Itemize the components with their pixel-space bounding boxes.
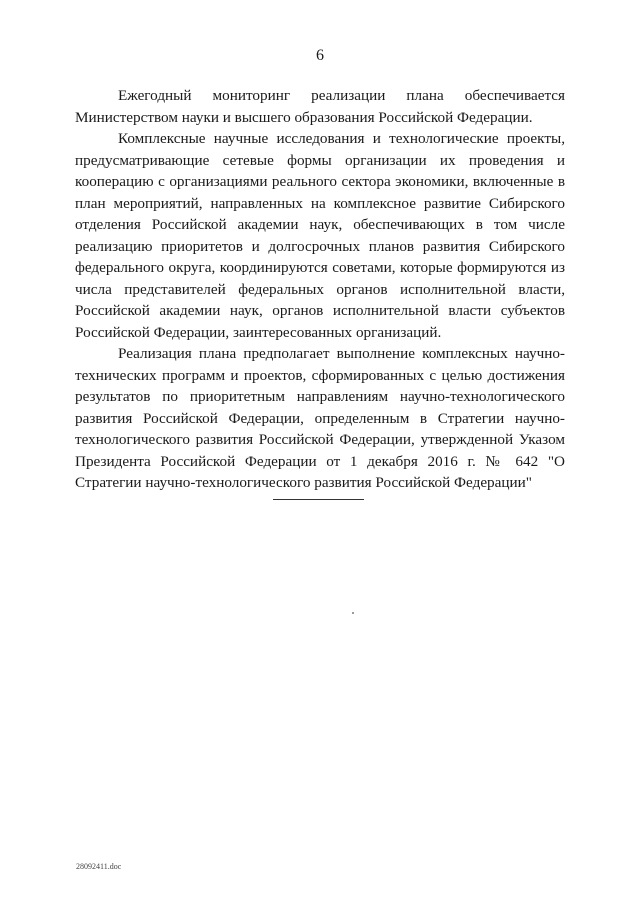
paragraph-monitoring: Ежегодный мониторинг реализации плана обеспечивается Министерством науки и высшего образования Российской Федерации. bbox=[75, 87, 565, 126]
page-number: 6 bbox=[316, 47, 324, 64]
paragraph-research-projects: Комплексные научные исследования и технологические проекты, предусматривающие сетевые формы организации их проведения и кооперацию с организациями реального сектора экономики, включенные в план мероприятий, направленных на комплексное развитие Сибирского отделения Российской академии наук, обеспечивающих в том числе реализацию приоритетов и долгосрочных планов развития Сибирского федерального округа, координируются советами, которые формируются из числа представителей федеральных органов исполнительной власти, Российской академии наук, органов исполнительной власти субъектов Российской Федерации, заинтересованных организаций. bbox=[75, 130, 565, 341]
paragraph-plan-implementation: Реализация плана предполагает выполнение комплексных научно-технических программ и проектов, сформированных с целью достижения результатов по приоритетным направлениям научно-технологического развития Российской Федерации, определенным в Стратегии научно-технологического развития Российской Федерации, утвержденной Указом Президента Российской Федерации от 1 декабря 2016 г. № 642 "О Стратегии научно-технологического развития Российской Федерации" bbox=[75, 345, 565, 491]
scan-artifact-dot bbox=[352, 612, 354, 614]
document-body bbox=[75, 85, 565, 494]
footer-doc-code: 28092411.doc bbox=[76, 862, 122, 871]
section-separator-line bbox=[273, 499, 364, 500]
